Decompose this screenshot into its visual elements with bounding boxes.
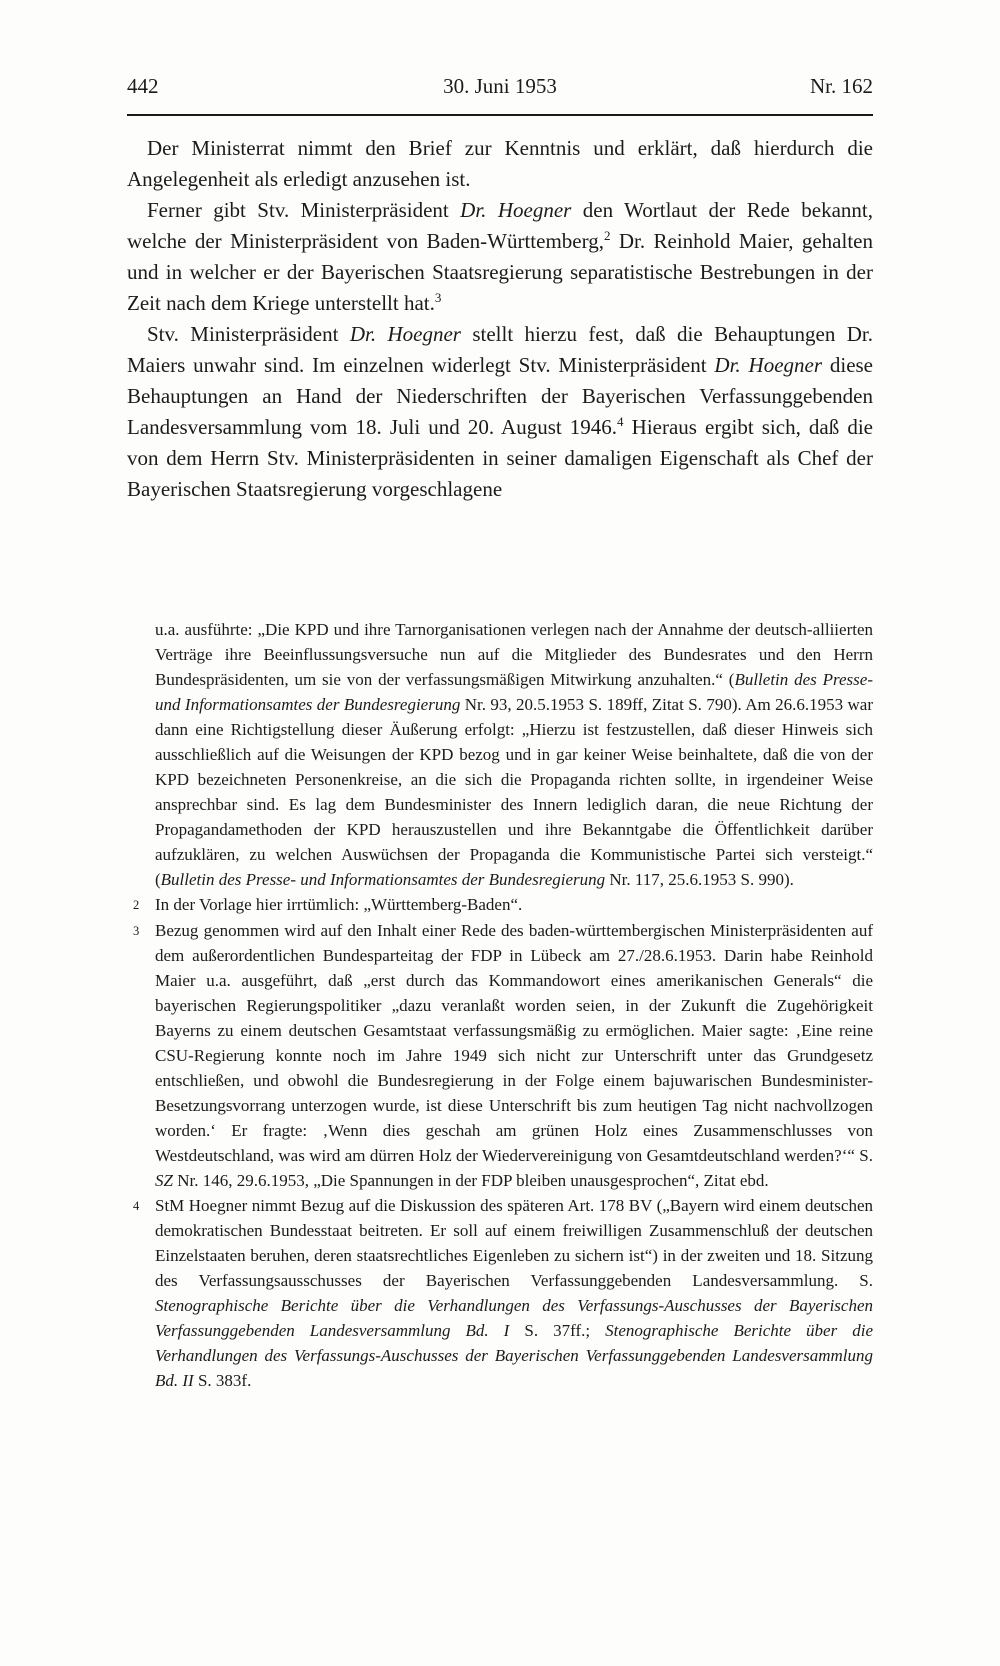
body-paragraph xyxy=(127,319,873,505)
footnote-number: 4 xyxy=(133,1199,140,1213)
text-run: Stv. Ministerpräsident xyxy=(147,322,350,346)
italic-text-run: Bulletin des Presse- und Informationsamtes der Bundesregierung xyxy=(160,870,606,889)
body-paragraph xyxy=(127,133,873,195)
italic-text-run: Dr. Hoegner xyxy=(460,198,572,222)
page-number: 442 xyxy=(127,74,159,98)
text-run: Bezug genommen wird auf den Inhalt einer Rede des baden-württembergischen Ministerpräsidenten auf dem außerordentlichen Bundesparteitag der FDP in Lübeck am 27./28.6.1953. Darin habe Reinhold Maier u.a. ausgeführt, daß „erst durch das Kommandowort eines amerikanischen Generals“ die bayerischen Regierungspolitiker „dazu veranlaßt worden seien, in der Zukunft die Zugehörigkeit Bayerns zu einem deutschen Gesamtstaat verfassungsmäßig zu ermöglichen. Maier sagte: ‚Eine reine CSU-Regierung konnte noch im Jahre 1949 sich nicht zur Unterschrift unter das Grundgesetz entschließen, und obwohl die Bundesregierung in der Folge einem bajuwarischen Bundesminister-Besetzungsvorrang unterzogen wurde, ist diese Unterschrift bis zum heutigen Tag nicht nachvollzogen worden.‘ Er fragte: ‚Wenn dies geschah am grünen Holz eines Zusammenschlusses von Westdeutschland, was wird am dürren Holz der Wiedervereinigung von Gesamtdeutschland werden?‘“ S. xyxy=(155,921,873,1165)
italic-text-run: Dr. Hoegner xyxy=(349,322,461,346)
italic-text-run: SZ xyxy=(155,1171,173,1190)
footnote-number: 3 xyxy=(133,924,140,938)
page-header xyxy=(127,74,873,116)
footnote-text xyxy=(155,617,873,892)
footnote-number: 2 xyxy=(133,898,140,912)
italic-text-run: Stenographische Berichte über die Verhandlungen des Verfassungs-Auschusses der Bayerischen Verfassunggebenden Landesversammlung Bd. II xyxy=(155,1321,874,1390)
text-run: Nr. 146, 29.6.1953, „Die Spannungen in der FDP bleiben unausgesprochen“, Zitat ebd. xyxy=(172,1171,769,1190)
text-run: stellt hierzu fest, daß die Behauptungen Dr. Maiers unwahr sind. Im einzelnen widerlegt Stv. Ministerpräsident xyxy=(127,322,873,377)
footnotes-section xyxy=(127,617,873,1393)
text-run: StM Hoegner nimmt Bezug auf die Diskussion des späteren Art. 178 BV („Bayern wird einem deutschen demokratischen Bundesstaat beitreten. Er soll auf einem freiwilligen Zusammenschluß der deutschen Einzelstaaten beruhen, deren staatsrechtliches Eigenleben zu sichern ist“) in der zweiten und 18. Sitzung des Verfassungsausschusses der Bayerischen Verfassunggebenden Landesversammlung. S. xyxy=(155,1196,873,1290)
footnote xyxy=(127,892,873,918)
footnote-number xyxy=(127,617,155,618)
footnote-marker: 3 xyxy=(434,290,442,305)
footnote xyxy=(127,918,873,1193)
text-run: S. 37ff.; xyxy=(509,1321,606,1340)
footnote xyxy=(127,617,873,892)
footnote-marker: 2 xyxy=(603,228,611,243)
text-run: In der Vorlage hier irrtümlich: „Württemberg-Baden“. xyxy=(155,895,523,914)
text-run: diese Behauptungen an Hand der Niederschriften der Bayerischen Verfassunggebenden Landesversammlung vom 18. Juli und 20. August 1946. xyxy=(127,353,874,439)
italic-text-run: Stenographische Berichte über die Verhandlungen des Verfassungs-Auschusses der Bayerischen Verfassunggebenden Landesversammlung Bd. I xyxy=(155,1296,873,1340)
text-run: Der Ministerrat nimmt den Brief zur Kenntnis und erklärt, daß hierdurch die Angelegenheit als erledigt anzusehen ist. xyxy=(127,136,873,191)
header-doc-number: Nr. 162 xyxy=(810,74,873,98)
text-run: Nr. 93, 20.5.1953 S. 189ff, Zitat S. 790). Am 26.6.1953 war dann eine Richtigstellung dieser Äußerung erfolgt: „Hierzu ist festzustellen, daß dieser Hinweis sich ausschließlich auf die Weisungen der KPD bezog und in gar keiner Weise beinhaltete, daß die von der KPD bezeichneten Personenkreise, an die sich die Propaganda richten sollte, in irgendeiner Weise ansprechbar sind. Es lag dem Bundesminister des Innern lediglich daran, die neue Richtung der Propagandamethoden der KPD herauszustellen und ihre Bekanntgabe die Öffentlichkeit darüber aufzuklären, zu welchen Auswüchsen der Propaganda die Kommunistische Partei sich versteigt.“ ( xyxy=(155,695,874,889)
text-run: Dr. Reinhold Maier, gehalten und in welcher er der Bayerischen Staatsregierung separatistische Bestrebungen in der Zeit nach dem Kriege unterstellt hat. xyxy=(127,229,873,315)
text-run: den Wortlaut der Rede bekannt, welche der Ministerpräsident von Baden-Württemberg, xyxy=(127,198,873,253)
text-run: u.a. ausführte: „Die KPD und ihre Tarnorganisationen verlegen nach der Annahme der deutsch-alliierten Verträge ihre Beeinflussungsversuche nun auf die Mitglieder des Bundesrates und den Herrn Bundespräsidenten, um sie von der verfassungsmäßigen Mitwirkung anzuhalten.“ ( xyxy=(155,620,873,689)
header-date: 30. Juni 1953 xyxy=(443,74,557,98)
text-run: S. 383f. xyxy=(193,1371,252,1390)
main-text-block xyxy=(127,133,873,505)
italic-text-run: Bulletin des Presse- und Informationsamtes der Bundesregierung xyxy=(155,670,873,714)
footnote-text xyxy=(155,892,873,917)
text-run: Hieraus ergibt sich, daß die von dem Herrn Stv. Ministerpräsidenten in seiner damaligen Eigenschaft als Chef der Bayerischen Staatsregierung vorgeschlagene xyxy=(127,415,873,501)
footnote-text xyxy=(155,1193,873,1393)
footnote-text xyxy=(155,918,873,1193)
text-run: Ferner gibt Stv. Ministerpräsident xyxy=(147,198,461,222)
body-paragraph xyxy=(127,195,873,319)
text-run: Nr. 117, 25.6.1953 S. 990). xyxy=(605,870,794,889)
footnote-marker: 4 xyxy=(617,414,624,429)
italic-text-run: Dr. Hoegner xyxy=(714,353,823,377)
footnote xyxy=(127,1193,873,1393)
